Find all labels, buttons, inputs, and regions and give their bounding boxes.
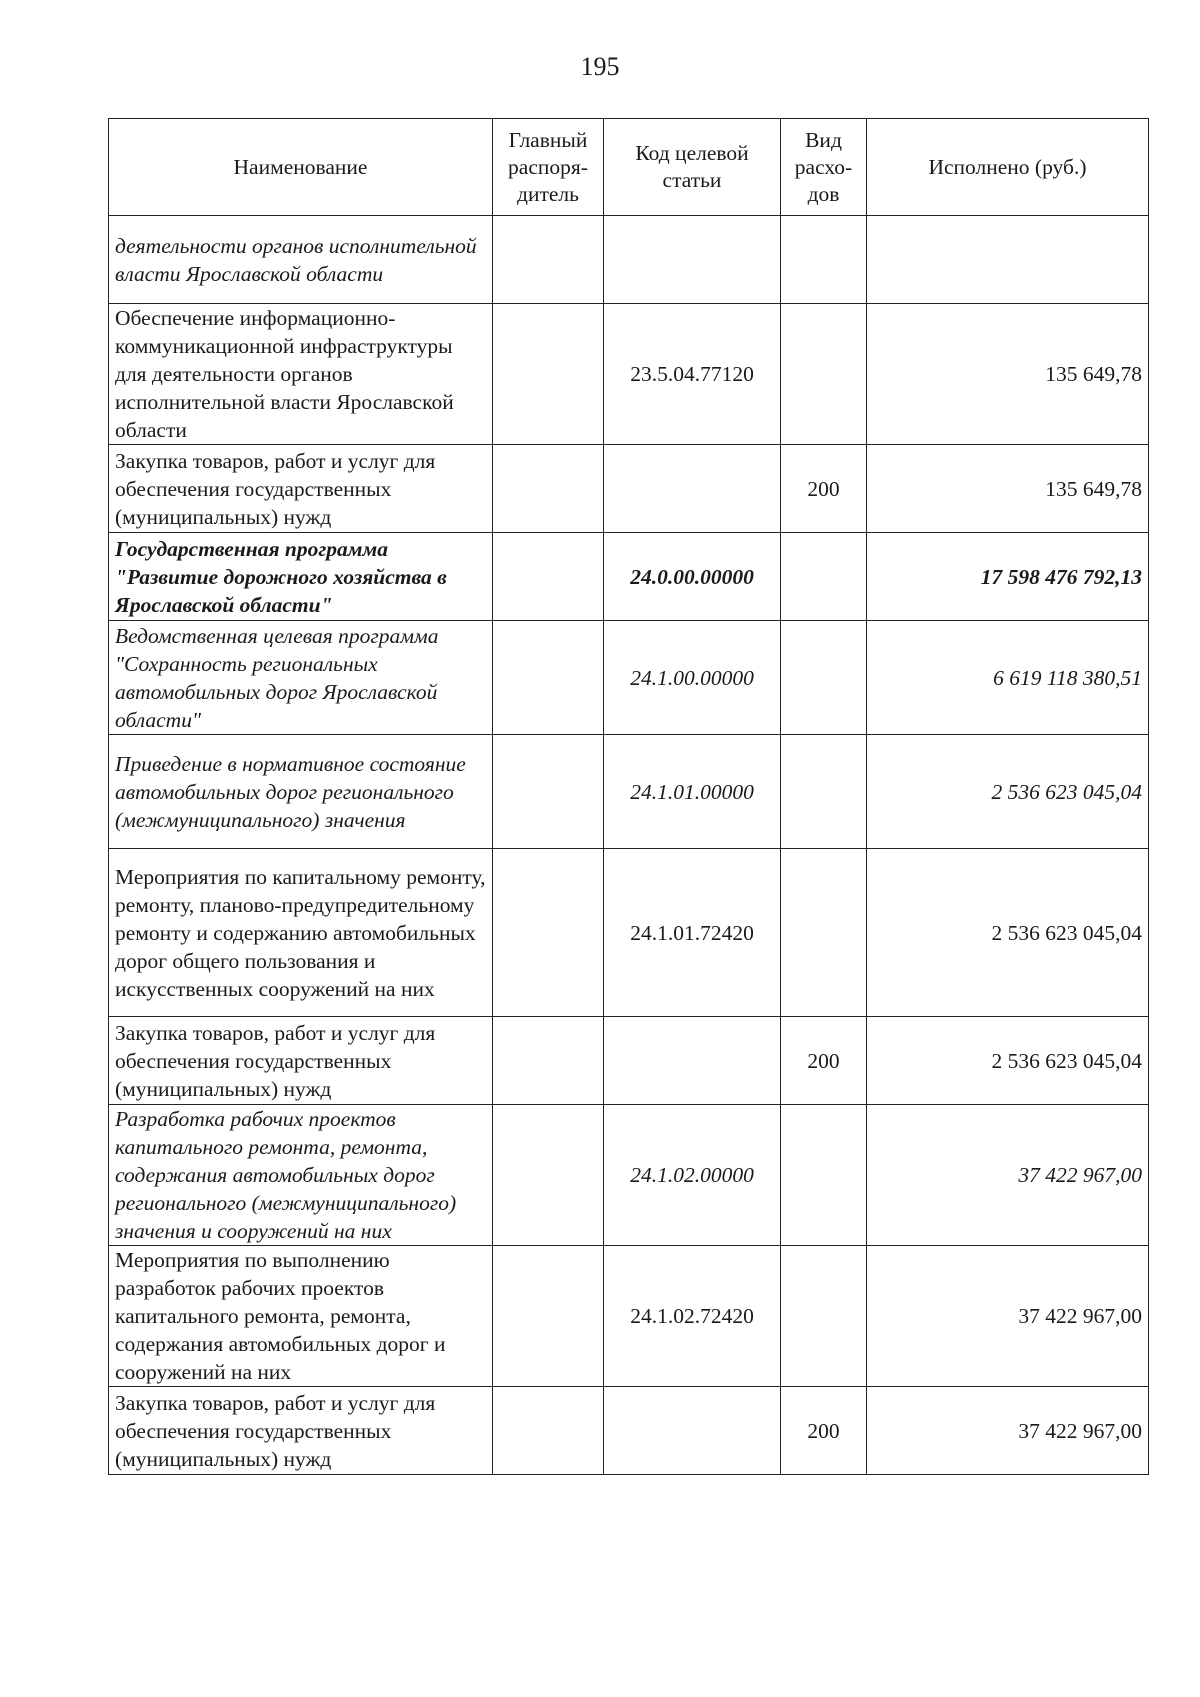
row-kind (781, 621, 867, 735)
row-code: 24.1.02.72420 (604, 1246, 781, 1387)
row-chief (493, 216, 604, 304)
row-code: 24.1.01.72420 (604, 849, 781, 1017)
row-amount: 17 598 476 792,13 (867, 533, 1149, 621)
row-code (604, 445, 781, 533)
table-row (109, 849, 1149, 1017)
row-amount: 6 619 118 380,51 (867, 621, 1149, 735)
row-chief (493, 1387, 604, 1475)
row-amount: 2 536 623 045,04 (867, 849, 1149, 1017)
row-name: Закупка товаров, работ и услуг для обеспечения государственных (муниципальных) нужд (109, 1017, 493, 1105)
row-chief (493, 735, 604, 849)
row-name: Государственная программа "Развитие дорожного хозяйства в Ярославской области" (109, 533, 493, 621)
row-name: Мероприятия по капитальному ремонту, ремонту, планово-предупредительному ремонту и содержанию автомобильных дорог общего пользования и искусственных сооружений на них (109, 849, 493, 1017)
table-row (109, 304, 1149, 445)
row-name: деятельности органов исполнительной власти Ярославской области (109, 216, 493, 304)
row-name: Обеспечение информационно-коммуникационной инфраструктуры для деятельности органов исполнительной власти Ярославской области (109, 304, 493, 445)
row-kind (781, 216, 867, 304)
table-row (109, 533, 1149, 621)
row-kind: 200 (781, 1387, 867, 1475)
row-amount (867, 216, 1149, 304)
row-kind: 200 (781, 445, 867, 533)
row-name: Закупка товаров, работ и услуг для обеспечения государственных (муниципальных) нужд (109, 1387, 493, 1475)
header-amount: Исполнено (руб.) (867, 119, 1149, 216)
header-chief: Главный распоря-дитель (493, 119, 604, 216)
row-chief (493, 533, 604, 621)
page-number: 195 (580, 52, 620, 81)
row-amount: 37 422 967,00 (867, 1246, 1149, 1387)
row-code: 24.1.00.00000 (604, 621, 781, 735)
header-name: Наименование (109, 119, 493, 216)
table-row (109, 1105, 1149, 1246)
table-row (109, 735, 1149, 849)
table-row (109, 445, 1149, 533)
row-kind (781, 735, 867, 849)
row-kind: 200 (781, 1017, 867, 1105)
header-kind: Вид расхо-дов (781, 119, 867, 216)
row-amount: 2 536 623 045,04 (867, 1017, 1149, 1105)
row-name: Мероприятия по выполнению разработок рабочих проектов капитального ремонта, ремонта, содержания автомобильных дорог и сооружений на них (109, 1246, 493, 1387)
row-kind (781, 304, 867, 445)
row-amount: 37 422 967,00 (867, 1105, 1149, 1246)
table-row (109, 1246, 1149, 1387)
table-body (109, 216, 1149, 1475)
row-name: Приведение в нормативное состояние автомобильных дорог регионального (межмуниципального) значения (109, 735, 493, 849)
row-name: Разработка рабочих проектов капитального ремонта, ремонта, содержания автомобильных дорог регионального (межмуниципального) значения и сооружений на них (109, 1105, 493, 1246)
row-code: 24.0.00.00000 (604, 533, 781, 621)
row-name: Закупка товаров, работ и услуг для обеспечения государственных (муниципальных) нужд (109, 445, 493, 533)
row-chief (493, 1105, 604, 1246)
row-kind (781, 849, 867, 1017)
row-amount: 2 536 623 045,04 (867, 735, 1149, 849)
row-code: 24.1.02.00000 (604, 1105, 781, 1246)
table-header-row (109, 119, 1149, 216)
row-code: 23.5.04.77120 (604, 304, 781, 445)
table-row (109, 621, 1149, 735)
row-kind (781, 1105, 867, 1246)
row-kind (781, 1246, 867, 1387)
header-code: Код целевой статьи (604, 119, 781, 216)
row-chief (493, 304, 604, 445)
budget-table (108, 118, 1149, 1475)
row-chief (493, 621, 604, 735)
table-row (109, 1017, 1149, 1105)
row-kind (781, 533, 867, 621)
row-amount: 37 422 967,00 (867, 1387, 1149, 1475)
row-amount: 135 649,78 (867, 304, 1149, 445)
row-chief (493, 445, 604, 533)
row-chief (493, 849, 604, 1017)
row-code (604, 1387, 781, 1475)
row-chief (493, 1246, 604, 1387)
row-code: 24.1.01.00000 (604, 735, 781, 849)
row-name: Ведомственная целевая программа "Сохранность региональных автомобильных дорог Ярославской области" (109, 621, 493, 735)
row-code (604, 216, 781, 304)
table-row (109, 216, 1149, 304)
row-chief (493, 1017, 604, 1105)
row-amount: 135 649,78 (867, 445, 1149, 533)
table-row (109, 1387, 1149, 1475)
row-code (604, 1017, 781, 1105)
